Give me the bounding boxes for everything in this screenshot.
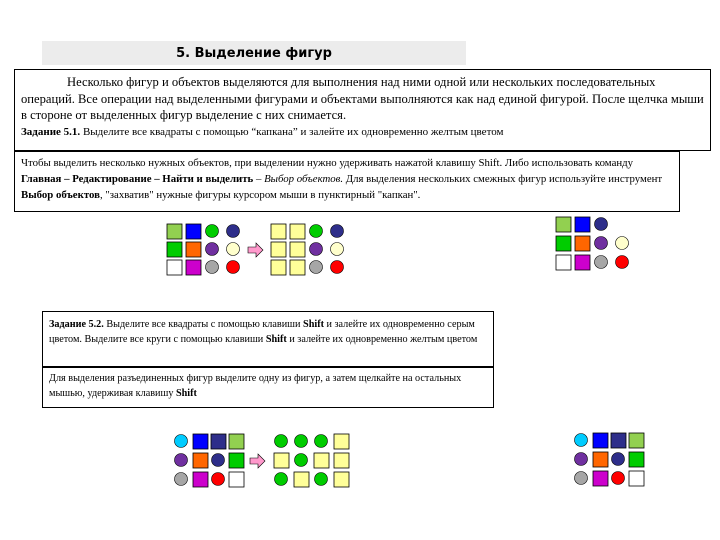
circle-navy [331, 225, 344, 238]
circle-purple [595, 237, 608, 250]
circle-cyan [575, 434, 588, 447]
circle-cyan [175, 435, 188, 448]
circle-red [212, 473, 225, 486]
square-green [629, 452, 644, 467]
hint1-command: Главная – Редактирование – Найти и выделить [21, 173, 254, 185]
square-orange [193, 453, 208, 468]
square-white [629, 471, 644, 486]
group-5-2-after [274, 434, 349, 487]
square-navy [611, 433, 626, 448]
square-yellow [334, 434, 349, 449]
page-title-text: 5. Выделение фигур [176, 45, 332, 61]
square-yellow [290, 260, 305, 275]
square-orange [186, 242, 201, 257]
task-5-2-text-3: и залейте их одновременно желтым цветом [286, 334, 478, 345]
task-5-2-text-1: Выделите все квадраты с помощью клавиши [103, 319, 304, 330]
hint1-text-1: Чтобы выделить несколько нужных объектов, при выделении нужно удерживать нажатой клавишу Shift. Либо использовать команду [21, 157, 634, 169]
hint1-text-3: , "захватив" нужные фигуры курсором мыши в пунктирный "капкан". [99, 189, 421, 201]
square-yellow [294, 472, 309, 487]
circle-gray [175, 473, 188, 486]
group-5-2-before [175, 434, 245, 487]
intro-paragraph: Несколько фигур и объектов выделяются для выполнения над ними одной или нескольких последовательных операций. Все операции над выделенными фигурами и объектами выполняются как над единой фигурой. После щелчка мыши в стороне от выделенных фигур выделение с них снимается. [21, 75, 704, 123]
square-orange [593, 452, 608, 467]
square-yellow [271, 224, 286, 239]
circle-purple [310, 243, 323, 256]
square-orange [575, 236, 590, 251]
square-yellow [334, 472, 349, 487]
square-navy [211, 434, 226, 449]
square-yellow [271, 242, 286, 257]
circle-purple [575, 453, 588, 466]
circle-gray [310, 261, 323, 274]
square-green [556, 236, 571, 251]
circle-purple [206, 243, 219, 256]
circle-cream [616, 237, 629, 250]
square-lime [556, 217, 571, 232]
task-5-2-text-2: и залейте их одновременно серым цветом. Выделите все круги с помощью клавиши [49, 319, 475, 345]
circle-red [331, 261, 344, 274]
arrow-right-icon [250, 454, 265, 468]
task-5-1-text: Выделите все квадраты с помощью “капкана” и залейте их одновременно желтым цветом [80, 125, 504, 138]
square-white [167, 260, 182, 275]
group-5-1-after [271, 224, 344, 275]
hint1-tool: Выбор объектов [21, 189, 100, 201]
square-yellow [290, 242, 305, 257]
circle-purple [175, 454, 188, 467]
square-magenta [593, 471, 608, 486]
circle-navy [595, 218, 608, 231]
task-5-2-key-1: Shift [303, 319, 324, 330]
circle-red [612, 472, 625, 485]
square-yellow [334, 453, 349, 468]
square-white [229, 472, 244, 487]
circle-green [310, 225, 323, 238]
task-5-1-label: Задание 5.1. [21, 125, 81, 138]
square-blue [593, 433, 608, 448]
square-green [167, 242, 182, 257]
circle-green [315, 435, 328, 448]
circle-green [275, 473, 288, 486]
circle-cream [331, 243, 344, 256]
square-blue [193, 434, 208, 449]
circle-green [295, 435, 308, 448]
square-magenta [575, 255, 590, 270]
hint2-key: Shift [175, 388, 197, 399]
square-yellow [274, 453, 289, 468]
circle-green [295, 454, 308, 467]
hint1-text-2: Для выделения нескольких смежных фигур используйте инструмент [343, 173, 663, 185]
task-5-2-key-2: Shift [265, 334, 287, 345]
circle-navy [612, 453, 625, 466]
square-blue [186, 224, 201, 239]
circle-navy [227, 225, 240, 238]
square-lime [167, 224, 182, 239]
square-yellow [314, 453, 329, 468]
circle-gray [575, 472, 588, 485]
hint2-text: Для выделения разъединенных фигур выделите одну из фигур, а затем щелкайте на остальных мышью, удерживая клавишу [49, 373, 462, 399]
square-green [229, 453, 244, 468]
square-yellow [271, 260, 286, 275]
circle-gray [595, 256, 608, 269]
group-5-1-before [167, 224, 240, 275]
square-white [556, 255, 571, 270]
square-yellow [290, 224, 305, 239]
square-lime [229, 434, 244, 449]
circle-gray [206, 261, 219, 274]
group-5-1-reference [556, 217, 629, 270]
group-5-2-reference [575, 433, 645, 486]
circle-green [275, 435, 288, 448]
circle-red [616, 256, 629, 269]
square-blue [575, 217, 590, 232]
hint1-command-2: Выбор объектов. [264, 173, 344, 185]
task-5-2-label: Задание 5.2. [49, 319, 104, 330]
circle-green [206, 225, 219, 238]
circle-red [227, 261, 240, 274]
square-lime [629, 433, 644, 448]
circle-navy [212, 454, 225, 467]
square-magenta [186, 260, 201, 275]
hint1-dash: – [253, 173, 265, 185]
arrow-right-icon [248, 243, 263, 257]
square-magenta [193, 472, 208, 487]
circle-green [315, 473, 328, 486]
circle-cream [227, 243, 240, 256]
